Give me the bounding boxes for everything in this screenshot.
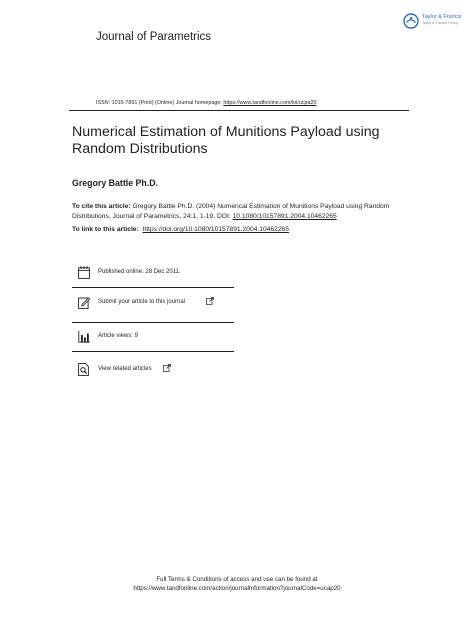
search-document-icon xyxy=(78,363,90,376)
header-divider xyxy=(69,110,409,111)
external-link-icon xyxy=(163,364,171,372)
published-online-label: Published online: 28 Dec 2011. xyxy=(98,269,181,275)
calendar-icon xyxy=(78,266,90,279)
row-divider xyxy=(72,351,234,352)
article-link-block xyxy=(72,226,417,233)
terms-footer xyxy=(0,575,474,593)
published-online-row xyxy=(72,262,234,288)
publisher-logo[interactable] xyxy=(403,12,463,30)
issn-text: ISSN: 1015-7891 (Print) (Online) Journal homepage: xyxy=(96,100,224,106)
article-author: Gregory Battle Ph.D. xyxy=(72,178,159,188)
row-divider xyxy=(72,287,234,288)
issn-line xyxy=(96,100,317,106)
logo-emblem-icon xyxy=(403,13,419,29)
external-link-icon xyxy=(206,297,214,305)
citation-label: To cite this article: xyxy=(72,203,131,210)
citation-text: Gregory Battle Ph.D. (2004) Numerical Estimation of Munitions Payload using Random Distributions, Journal of Parametrics, 24:1, 1-19, DOI: xyxy=(72,203,390,220)
edit-icon xyxy=(78,296,90,309)
article-title: Numerical Estimation of Munitions Payload using Random Distributions xyxy=(72,124,380,157)
terms-text: Full Terms & Conditions of access and use can be found at xyxy=(156,576,318,583)
journal-name: Journal of Parametrics xyxy=(96,31,212,43)
logo-subtitle: Taylor & Francis Group xyxy=(422,21,458,25)
article-views-row xyxy=(72,326,234,352)
article-doi-link[interactable]: https://doi.org/10.1080/10157891.2004.10462265 xyxy=(142,226,289,233)
submit-article-row[interactable] xyxy=(72,292,234,318)
terms-link[interactable]: https://www.tandfonline.com/action/journalInformation?journalCode=ucap20 xyxy=(133,585,341,592)
citation-block xyxy=(72,202,417,221)
logo-wordmark: Taylor & Francis xyxy=(422,14,462,20)
bar-chart-icon xyxy=(78,330,90,343)
citation-doi-link[interactable]: 10.1080/10157891.2004.10462265 xyxy=(232,212,337,220)
row-divider xyxy=(72,322,234,323)
related-articles-link[interactable]: View related articles xyxy=(98,366,152,372)
submit-article-link[interactable]: Submit your article to this journal xyxy=(98,299,186,305)
article-views-label: Article views: 9 xyxy=(98,333,139,339)
journal-homepage-link[interactable]: https://www.tandfonline.com/loi/ucpa20 xyxy=(223,100,317,106)
related-articles-row[interactable] xyxy=(72,359,234,385)
link-label: To link to this article: xyxy=(72,226,139,233)
